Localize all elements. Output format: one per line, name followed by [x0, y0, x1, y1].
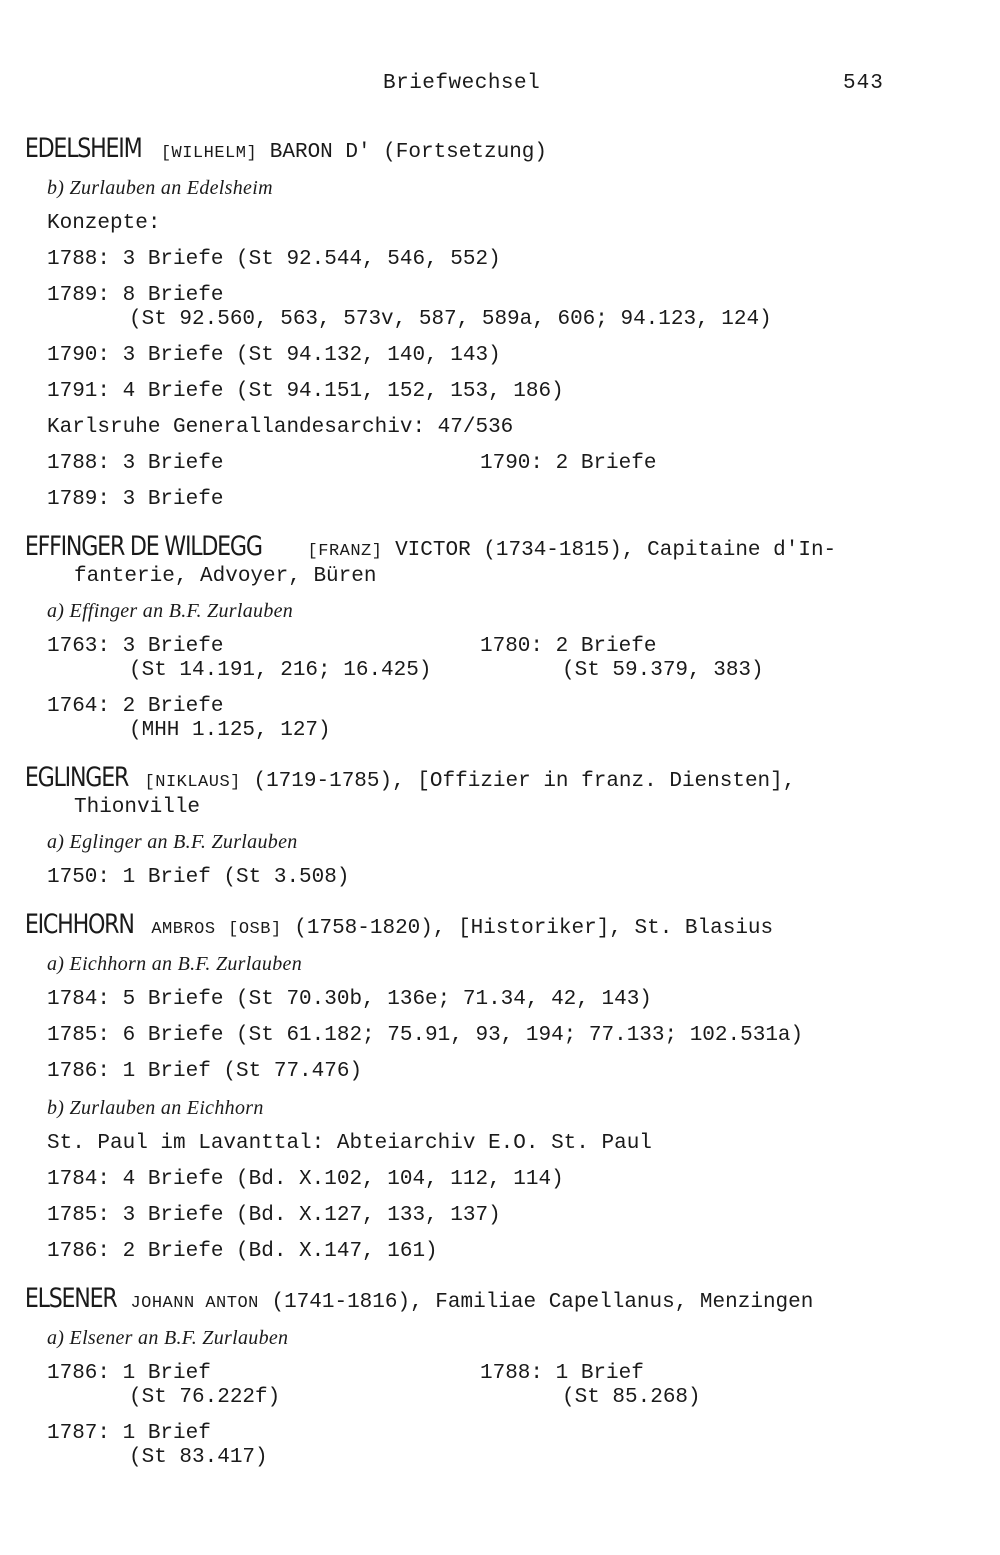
list-item: 1784: 4 Briefe (Bd. X.102, 104, 112, 114) — [47, 1168, 564, 1191]
list-item: 1786: 1 Brief (St 77.476) — [47, 1060, 363, 1083]
list-item-signature: (St 85.268) — [562, 1386, 701, 1409]
entry-details: BARON D' (Fortsetzung) — [257, 141, 548, 164]
entry-details-cont: Thionville — [74, 796, 201, 819]
list-item: 1764: 2 Briefe — [47, 695, 224, 718]
archive-line: St. Paul im Lavanttal: Abteiarchiv E.O. St. Paul — [47, 1132, 652, 1155]
entry-details: (1741-1816), Familiae Capellanus, Menzingen — [258, 1291, 814, 1314]
entry-name: EDELSHEIM — [24, 133, 142, 164]
section-heading: b) Zurlauben an Eichhorn — [47, 1097, 264, 1119]
entry-forename: AMBROS — [151, 920, 216, 939]
list-item: 1763: 3 Briefe — [47, 635, 224, 658]
entry-heading — [24, 762, 927, 820]
section-heading: b) Zurlauben an Edelsheim — [47, 177, 273, 199]
section-heading: a) Effinger an B.F. Zurlauben — [47, 600, 294, 622]
list-item: 1787: 1 Brief — [47, 1422, 211, 1445]
list-item-signature: (St 92.560, 563, 573v, 587, 589a, 606; 94.123, 124) — [129, 308, 772, 331]
entry-effinger — [24, 531, 927, 743]
list-item-pair — [47, 1362, 927, 1410]
list-item: 1789: 8 Briefe — [47, 284, 224, 307]
list-item-signature: (St 83.417) — [129, 1446, 268, 1469]
entry-name: EFFINGER DE WILDEGG — [24, 531, 262, 562]
list-item: 1786: 2 Briefe (Bd. X.147, 161) — [47, 1240, 438, 1263]
entry-order: [OSB] — [228, 920, 282, 939]
list-item: 1786: 1 Brief — [47, 1362, 211, 1385]
section-heading: a) Eichhorn an B.F. Zurlauben — [47, 953, 302, 975]
entry-details: VICTOR (1734-1815), Capitaine d'In- — [382, 539, 837, 562]
page-header — [0, 72, 1000, 100]
list-item: 1788: 1 Brief — [480, 1362, 644, 1385]
list-item: 1780: 2 Briefe — [480, 635, 657, 658]
list-item: 1790: 3 Briefe (St 94.132, 140, 143) — [47, 344, 501, 367]
entry-details: (1719-1785), [Offizier in franz. Diensten], — [240, 770, 796, 793]
list-item: 1789: 3 Briefe — [47, 488, 224, 511]
list-item-signature: (St 59.379, 383) — [562, 659, 764, 682]
entry-heading — [24, 1283, 927, 1316]
list-item: 1784: 5 Briefe (St 70.30b, 136e; 71.34, 42, 143) — [47, 988, 652, 1011]
entry-name: ELSENER — [24, 1283, 117, 1314]
list-item: 1785: 6 Briefe (St 61.182; 75.91, 93, 194; 77.133; 102.531a) — [47, 1024, 804, 1047]
entry-heading — [24, 909, 927, 942]
entry-name: EICHHORN — [24, 909, 134, 940]
entry-forename: [FRANZ] — [307, 542, 383, 561]
list-item: 1790: 2 Briefe — [480, 452, 657, 475]
page-number: 543 — [843, 72, 884, 95]
list-item: Konzepte: — [47, 212, 161, 235]
running-title: Briefwechsel — [383, 72, 541, 95]
entry-heading — [24, 531, 927, 589]
entry-heading — [24, 133, 927, 166]
list-item: 1788: 3 Briefe — [47, 452, 224, 475]
list-item-signature: (MHH 1.125, 127) — [129, 719, 331, 742]
section-heading: a) Elsener an B.F. Zurlauben — [47, 1327, 289, 1349]
entry-details-cont: fanterie, Advoyer, Büren — [74, 565, 377, 588]
register-content — [24, 133, 927, 1492]
section-heading: a) Eglinger an B.F. Zurlauben — [47, 831, 298, 853]
list-item-signature: (St 14.191, 216; 16.425) — [129, 659, 432, 682]
entry-eichhorn — [24, 909, 927, 1264]
entry-edelsheim — [24, 133, 927, 512]
list-item: 1788: 3 Briefe (St 92.544, 546, 552) — [47, 248, 501, 271]
entry-eglinger — [24, 762, 927, 890]
list-item-pair — [47, 452, 927, 476]
list-item: 1791: 4 Briefe (St 94.151, 152, 153, 186) — [47, 380, 564, 403]
entry-details: (1758-1820), [Historiker], St. Blasius — [281, 917, 774, 940]
entry-elsener — [24, 1283, 927, 1470]
list-item: 1785: 3 Briefe (Bd. X.127, 133, 137) — [47, 1204, 501, 1227]
entry-forename: [NIKLAUS] — [144, 773, 241, 792]
list-item-signature: (St 76.222f) — [129, 1386, 281, 1409]
entry-forename: [WILHELM] — [160, 144, 258, 163]
list-item: 1750: 1 Brief (St 3.508) — [47, 866, 350, 889]
archive-line: Karlsruhe Generallandesarchiv: 47/536 — [47, 416, 514, 439]
list-item-pair — [47, 635, 927, 683]
entry-name: EGLINGER — [24, 762, 129, 793]
entry-forename: JOHANN ANTON — [130, 1294, 259, 1313]
